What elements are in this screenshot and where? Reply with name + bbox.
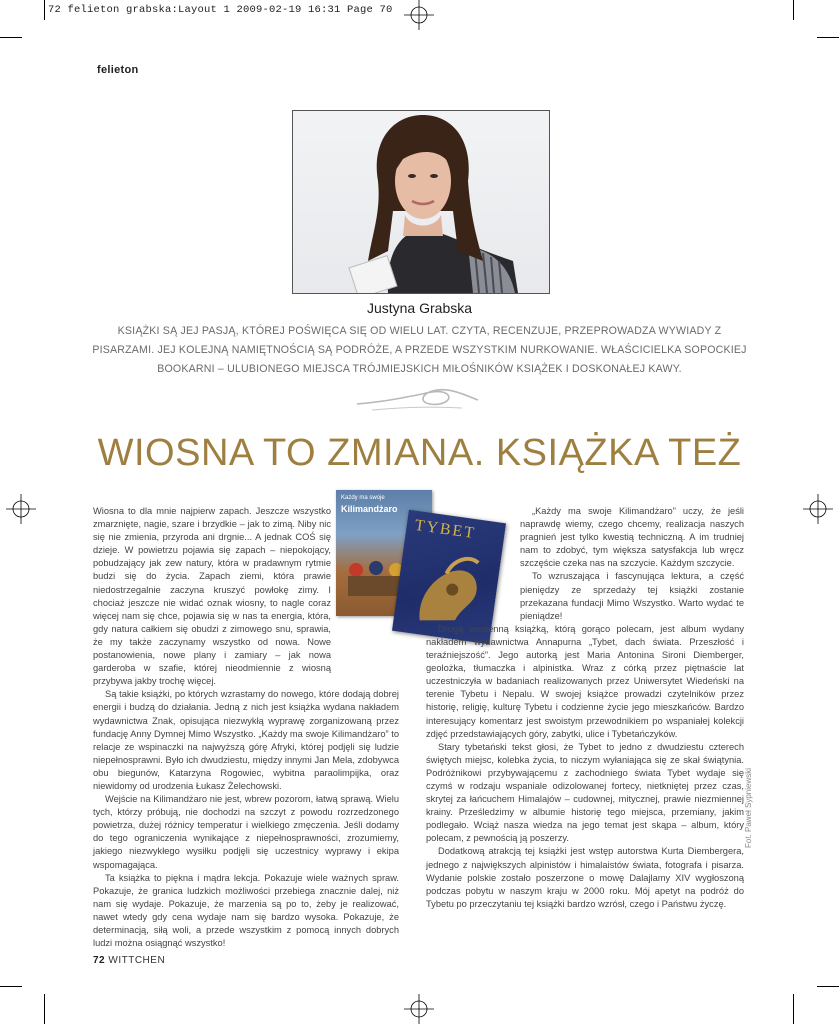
registration-mark-icon bbox=[803, 494, 833, 524]
crop-mark bbox=[817, 986, 839, 987]
paragraph: Wiosna to dla mnie najpierw zapach. Jeszcze wszystko zmarznięte, nagie, szare i brzydkie – jak to zimą. Niby nic się nie zmienia, przyroda ani drgnie... A jednak COŚ się dzieje. W powietrzu pojawia się zapach – niepokojący, pobudzający jak zew natury, która w pradawnym rytmie budzi się do życia. Zapach ziemi, która prawie niedostrzegalnie zaczyna kruszyć powłokę zimy. I chociaż jeszcze nie widać oznak wiosny, to nagle coraz więcej nam się chce, pojawia się w nas ta energia, która, gdy natura całkiem się obudzi z zimowego snu, sprawia, że my także zaczynamy wszystko od nowa. Nowe postanowienia, nowe plany i zamiary – jak nowa garderoba w szafie, której nieodmiennie z wiosną przybywa jakby trochę więcej. bbox=[93, 506, 331, 687]
paragraph: To wzruszająca i fascynująca lektura, a część pieniędzy ze sprzedaży tej książki zostanie przekazana fundacji Mimo Wszystko. Warto wydać te pieniądze! bbox=[520, 571, 744, 621]
paragraph: Drugą wiosenną książką, którą gorąco polecam, jest album wydany nakładem wydawnictwa Annapurna „Tybet, dach świata. Przeszłość i teraźniejszość”. Jego autorką jest Maria Antonina Sironi Diemberger, geolożka, tłumaczka i alpinistka. Wraz z córką przez piętnaście lat uczestniczyła w badaniach realizowanych przez Uniwersytet Wiedeński na terenie Tybetu i Nepalu. W swojej książce prowadzi czytelników przez historię, religię, kulturę Tybetu i codzienne życie jego mieszkańców. Bardzo interesujący komentarz jest swoistym przewodnikiem po wspaniałej kolekcji zdjęć przedstawiających góry, zabytki, ulice i Tybetańczyków. bbox=[426, 623, 744, 739]
book-title: TYBET bbox=[413, 516, 478, 543]
crop-mark bbox=[44, 994, 45, 1024]
photo-credit: Fot. Paweł Sypniewski bbox=[744, 767, 753, 848]
crop-mark bbox=[0, 37, 22, 38]
magazine-name: WITTCHEN bbox=[108, 955, 166, 966]
registration-mark-icon bbox=[404, 994, 434, 1024]
author-photo bbox=[292, 110, 550, 294]
paragraph: Są takie książki, po których wzrastamy do nowego, które dodają dobrej energii i budzą do działania. Jedną z nich jest książka wydana nakładem wydawnictwa Znak, opisująca niezwykłą wyprawę zorganizowaną przez fundację Anny Dymnej Mimo Wszystko. „Każdy ma swoje Kilimandżaro” to relacje ze wspinaczki na najwyższą górę Afryki, której podjęli się ludzie niepełnosprawni. Było ich dwudziestu, między innymi Jan Mela, zdobywca obu biegunów, Katarzyna Rogowiec, wybitna paraolimpijka, oraz niewidomy od urodzenia Łukasz Żelechowski. bbox=[93, 689, 399, 791]
left-column bbox=[93, 505, 399, 950]
right-column bbox=[426, 505, 744, 911]
paragraph: Dodatkową atrakcją tej książki jest wstęp autorstwa Kurta Diembergera, jednego z największych alpinistów i himalaistów świata, fotografa i pisarza. Wydanie polskie zostało poszerzone o mowę Dalajlamy XIV wygłoszoną podczas pobytu w naszym kraju w 2000 roku. Mój apetyt na podróż do Tybetu po przeczytaniu tej książki bardzo wzrósł, czego i Państwu życzę. bbox=[426, 846, 744, 909]
crop-mark bbox=[793, 0, 794, 20]
book-title: Każdy ma swoje bbox=[341, 495, 385, 501]
flourish-ornament-icon bbox=[352, 382, 482, 422]
book-subtitle: Kilimandżaro bbox=[341, 504, 398, 514]
author-name: Justyna Grabska bbox=[366, 300, 473, 316]
article-title: WIOSNA TO ZMIANA. KSIĄŻKA TEŻ bbox=[97, 432, 742, 474]
registration-mark-icon bbox=[404, 0, 434, 30]
section-label: felieton bbox=[97, 64, 139, 76]
portrait-image bbox=[293, 111, 549, 293]
paragraph: Wejście na Kilimandżaro nie jest, wbrew pozorom, łatwą sprawą. Wielu tych, którzy próbują, nie dochodzi na szczyt z powodu rozrzedzonego powietrza, dużej różnicy temperatur i wielkiego zmęczenia. Jeśli dodamy do tego ograniczenia wynikające z niepełnosprawności, zrozumiemy, jakiego niezwykłego wysiłku podjęli się uczestnicy wyprawy i ekipa wspomagająca. bbox=[93, 794, 399, 870]
print-slug: 72 felieton grabska:Layout 1 2009-02-19 16:31 Page 70 bbox=[48, 4, 393, 16]
page-number: 72 bbox=[93, 955, 106, 966]
registration-mark-icon bbox=[6, 494, 36, 524]
crop-mark bbox=[817, 37, 839, 38]
page-footer bbox=[93, 955, 165, 966]
crop-mark bbox=[44, 0, 45, 20]
crop-mark bbox=[0, 986, 22, 987]
crop-mark bbox=[793, 994, 794, 1024]
paragraph: Ta książka to piękna i mądra lekcja. Pokazuje wiele ważnych spraw. Pokazuje, że granica ludzkich możliwości przebiega znacznie dalej, niż nam się wydaje. Pokazuje, że marzenia są po to, żeby je realizować, nawet wtedy gdy cena wydaje nam się bardzo wysoka. Pokazuje, że determinacją, siłą woli, a przede wszystkim z pomocą innych dobrych ludzi można osiągnąć wszystko! bbox=[93, 872, 399, 949]
paragraph: Stary tybetański tekst głosi, że Tybet to jedno z dwudziestu czterech świętych miejsc, kolebka życia, to niczym wyłaniająca się ze skał świątynia. Podróżnikowi przybywającemu z zachodniego świata Tybet wydaje się czymś w rodzaju wspaniale odizolowanej fortecy, nietkniętej przez czas, skrytej za łańcuchem Himalajów – cudownej, mitycznej, prawie niezmiennej krainy. Prześledzimy w albumie historię tego miejsca, przemiany, jakim podlegało. Wciąż nasza wiedza na jego temat jest skąpa – album, który polecam, z pewnością ją poszerzy. bbox=[426, 741, 744, 844]
paragraph: „Każdy ma swoje Kilimandżaro” uczy, że jeśli naprawdę wiemy, czego chcemy, realizacja naszych pragnień jest tylko kwestią techniczną. A im trudniej nam to zdobyć, tym większa satysfakcja lub wręcz szczęście czeka nas na szczycie. Każdym szczycie. bbox=[520, 506, 744, 569]
author-intro: KSIĄŻKI SĄ JEJ PASJĄ, KTÓREJ POŚWIĘCA SIĘ OD WIELU LAT. CZYTA, RECENZUJE, PRZEPROWADZA WYWIADY Z PISARZAMI. JEJ KOLEJNĄ NAMIĘTNOŚCIĄ SĄ PODRÓŻE, A PRZEDE WSZYSTKIM NURKOWANIE. WŁAŚCICIELKA SOPOCKIEJ BOOKARNI – ULUBIONEGO MIEJSCA TRÓJMIEJSKICH MIŁOŚNIKÓW KSIĄŻEK I DOSKONAŁEJ KAWY. bbox=[92, 325, 747, 375]
